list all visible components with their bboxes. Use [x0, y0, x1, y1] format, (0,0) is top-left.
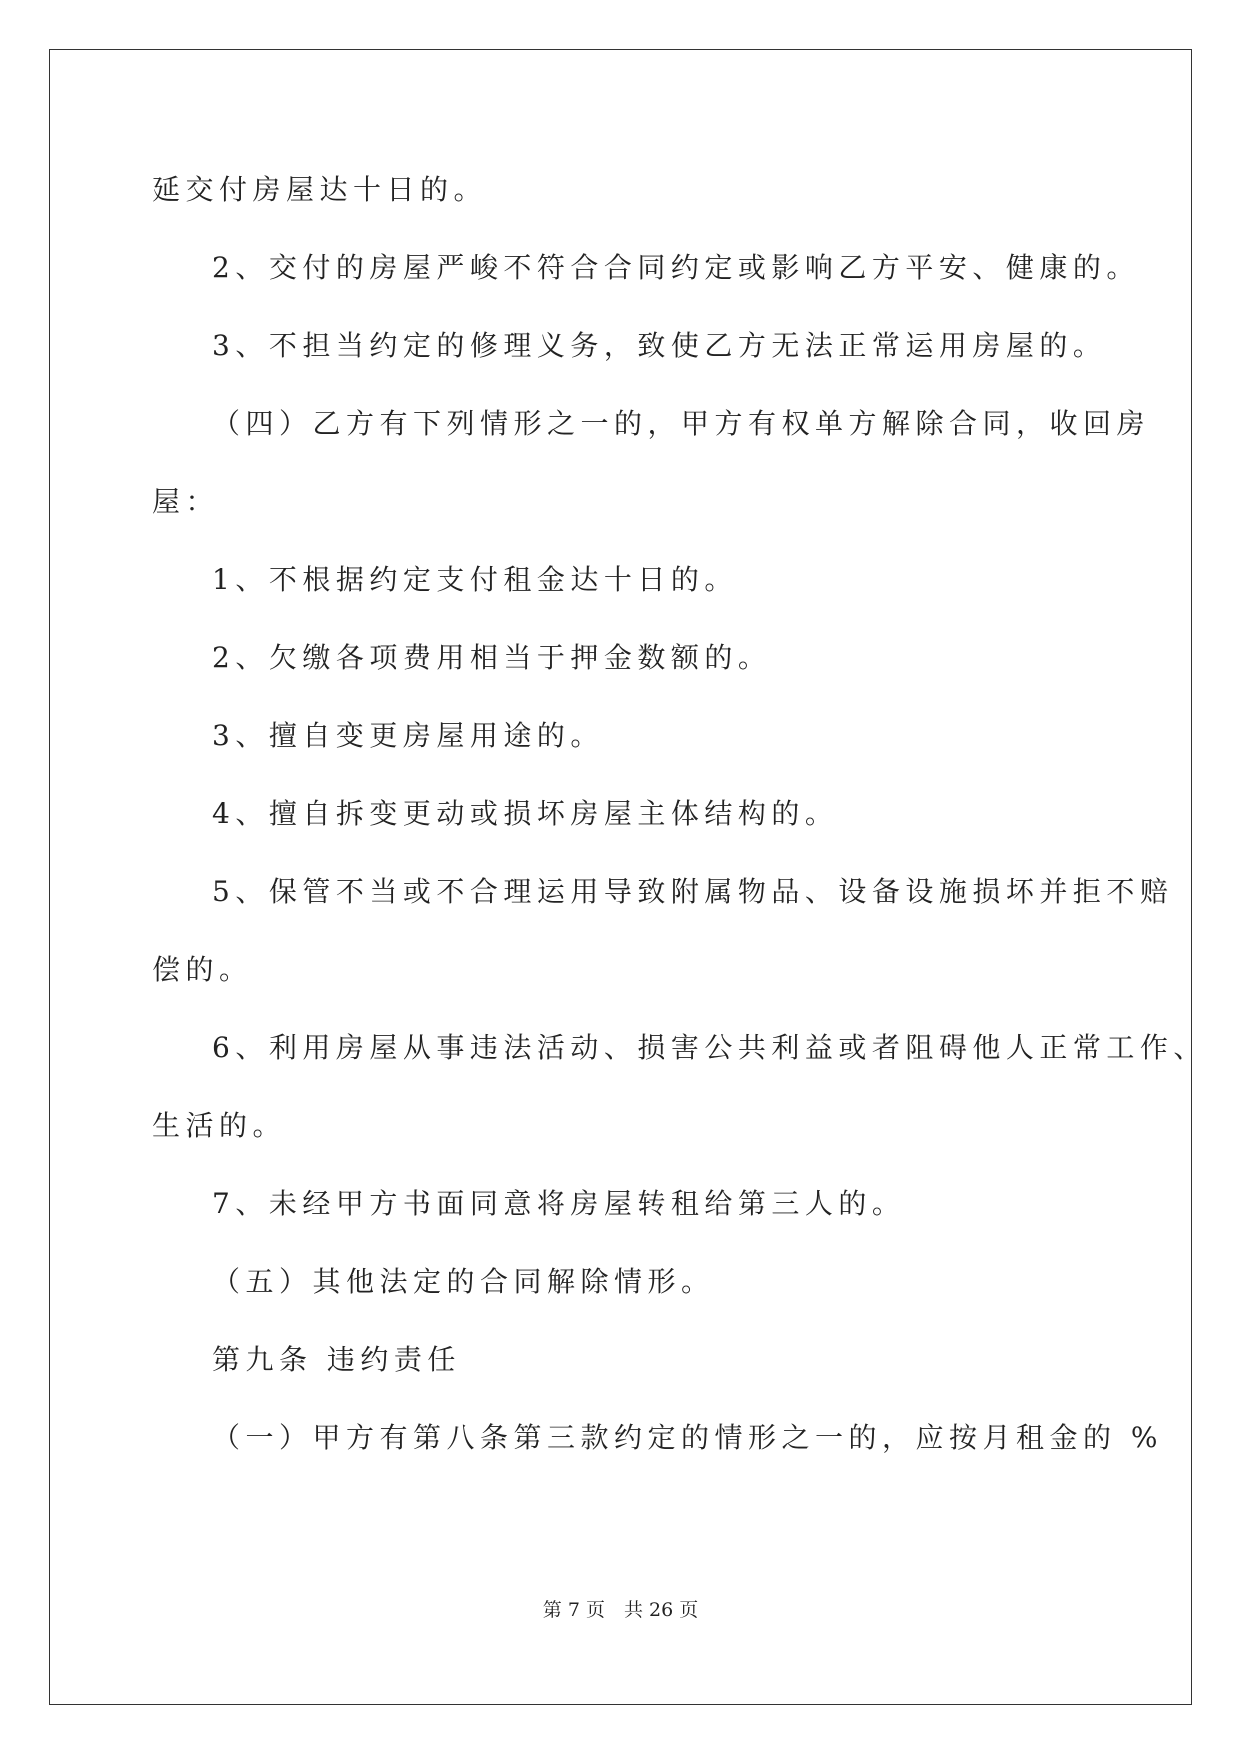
text-line-17: （一）甲方有第八条第三款约定的情形之一的，应按月租金的 % — [212, 1421, 1164, 1454]
text-line-9: 4、擅自拆变更动或损坏房屋主体结构的。 — [212, 797, 839, 830]
text-line-15: （五）其他法定的合同解除情形。 — [212, 1265, 715, 1298]
text-line-10: 5、保管不当或不合理运用导致附属物品、设备设施损坏并拒不赔 — [212, 875, 1174, 908]
section-heading: 第九条 违约责任 — [212, 1343, 461, 1376]
text-line-11: 偿的。 — [152, 953, 253, 986]
text-line-2: 2、交付的房屋严峻不符合合同约定或影响乙方平安、健康的。 — [212, 251, 1140, 284]
text-line-13: 生活的。 — [152, 1109, 287, 1142]
text-line-1: 延交付房屋达十日的。 — [152, 173, 488, 206]
text-line-14: 7、未经甲方书面同意将房屋转租给第三人的。 — [212, 1187, 906, 1220]
text-line-8: 3、擅自变更房屋用途的。 — [212, 719, 604, 752]
text-line-5: 屋： — [152, 485, 220, 518]
text-line-12: 6、利用房屋从事违法活动、损害公共利益或者阻碍他人正常工作、 — [212, 1031, 1207, 1064]
text-line-3: 3、不担当约定的修理义务，致使乙方无法正常运用房屋的。 — [212, 329, 1107, 362]
text-line-4: （四）乙方有下列情形之一的，甲方有权单方解除合同，收回房 — [212, 407, 1151, 440]
text-line-7: 2、欠缴各项费用相当于押金数额的。 — [212, 641, 772, 674]
text-line-6: 1、不根据约定支付租金达十日的。 — [212, 563, 738, 596]
page-number-footer: 第 7 页 共 26 页 — [542, 1599, 699, 1621]
